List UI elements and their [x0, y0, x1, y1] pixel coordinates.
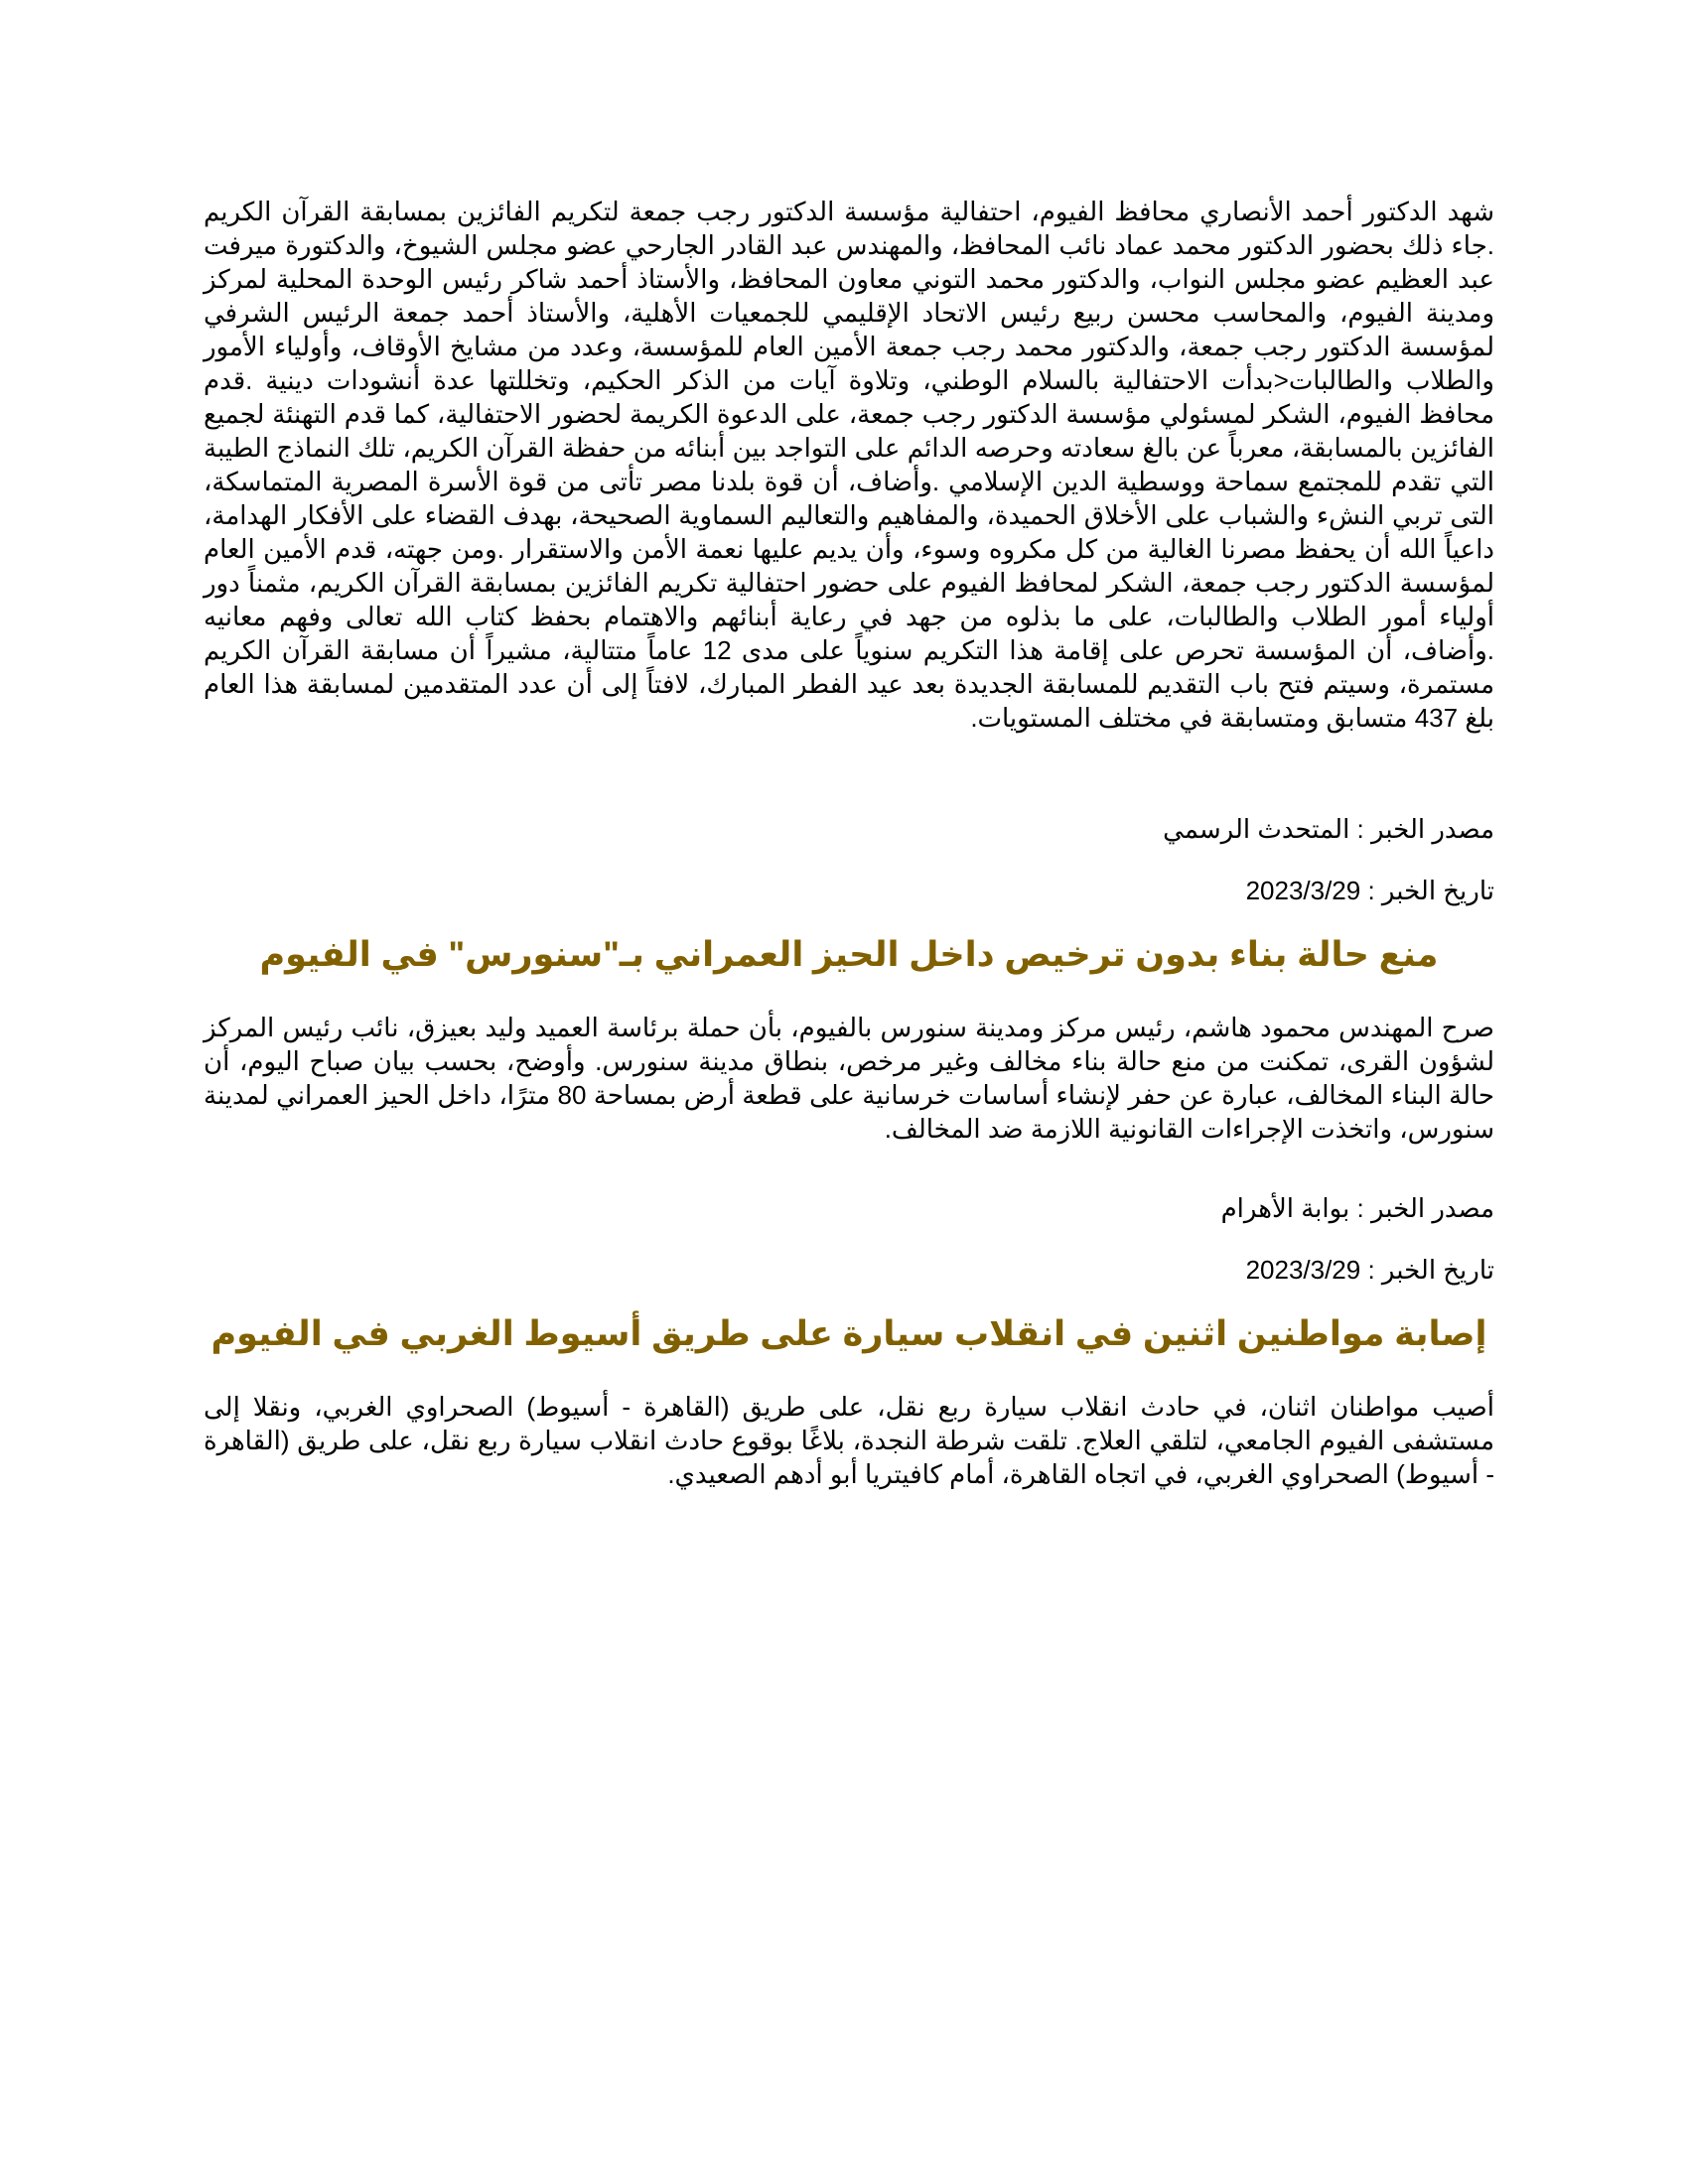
- document-page: [204, 195, 1494, 1491]
- article-sinnuris-building-violation: [204, 933, 1494, 1287]
- article-headline: إصابة مواطنين اثنين في انقلاب سيارة على طريق أسيوط الغربي في الفيوم: [211, 1314, 1487, 1353]
- news-date-line: [204, 874, 1494, 907]
- news-date-label: تاريخ الخبر :: [1367, 1255, 1494, 1285]
- news-source-label: مصدر الخبر :: [1356, 1193, 1494, 1223]
- article-assiut-road-accident: [204, 1312, 1494, 1491]
- article-headline: منع حالة بناء بدون ترخيص داخل الحيز العمراني بـ"سنورس" في الفيوم: [259, 935, 1439, 974]
- article-body: شهد الدكتور أحمد الأنصاري محافظ الفيوم، احتفالية مؤسسة الدكتور رجب جمعة لتكريم الفائزين بمسابقة القرآن الكريم .جاء ذلك بحضور الدكتور محمد عماد نائب المحافظ، والمهندس عبد القادر الجارحي عضو مجلس الشيوخ، والدكتورة ميرفت عبد العظيم عضو مجلس النواب، والدكتور محمد التوني معاون المحافظ، والأستاذ أحمد شاكر رئيس الوحدة المحلية لمركز ومدينة الفيوم، والمحاسب محسن ربيع رئيس الاتحاد الإقليمي للجمعيات الأهلية، والأستاذ أحمد جمعة الرئيس الشرفي لمؤسسة الدكتور رجب جمعة، والدكتور محمد رجب جمعة الأمين العام للمؤسسة، وعدد من مشايخ الأوقاف، وأولياء الأمور والطلاب والطالبات<بدأت الاحتفالية بالسلام الوطني، وتلاوة آيات من الذكر الحكيم، وتخللتها عدة أنشودات دينية .قدم محافظ الفيوم، الشكر لمسئولي مؤسسة الدكتور رجب جمعة، على الدعوة الكريمة لحضور الاحتفالية، كما قدم التهنئة لجميع الفائزين بالمسابقة، معرباً عن بالغ سعادته وحرصه الدائم على التواجد بين أبنائه من حفظة القرآن الكريم، تلك النماذج الطيبة التي تقدم للمجتمع سماحة ووسطية الدين الإسلامي .وأضاف، أن قوة بلدنا مصر تأتى من قوة الأسرة المصرية المتماسكة، التى تربي النشء والشباب على الأخلاق الحميدة، والمفاهيم والتعاليم السماوية الصحيحة، بهدف القضاء على الأفكار الهدامة، داعياً الله أن يحفظ مصرنا الغالية من كل مكروه وسوء، وأن يديم عليها نعمة الأمن والاستقرار .ومن جهته، قدم الأمين العام لمؤسسة الدكتور رجب جمعة، الشكر لمحافظ الفيوم على حضور احتفالية تكريم الفائزين بمسابقة القرآن الكريم، مثمناً دور أولياء أمور الطلاب والطالبات، على ما بذلوه من جهد في رعاية أبنائهم والاهتمام بحفظ كتاب الله تعالى وفهم معانيه .وأضاف، أن المؤسسة تحرص على إقامة هذا التكريم سنوياً على مدى 12 عاماً متتالية، مشيراً أن مسابقة القرآن الكريم مستمرة، وسيتم فتح باب التقديم للمسابقة الجديدة بعد عيد الفطر المبارك، لافتاً إلى أن عدد المتقدمين لمسابقة هذا العام بلغ 437 متسابق ومتسابقة في مختلف المستويات.: [204, 197, 1494, 733]
- article-body: صرح المهندس محمود هاشم، رئيس مركز ومدينة سنورس بالفيوم، بأن حملة برئاسة العميد وليد بعيزق، نائب رئيس المركز لشؤون القرى، تمكنت من منع حالة بناء مخالف وغير مرخص، بنطاق مدينة سنورس. وأوضح، بحسب بيان صباح اليوم، أن حالة البناء المخالف، عبارة عن حفر لإنشاء أساسات خرسانية على قطعة أرض بمساحة 80 مترًا، داخل الحيز العمراني لمدينة سنورس، واتخذت الإجراءات القانونية اللازمة ضد المخالف.: [204, 1013, 1494, 1144]
- news-date-value: 2023/3/29: [1245, 1255, 1361, 1285]
- article-body: أصيب مواطنان اثنان، في حادث انقلاب سيارة ربع نقل، على طريق (القاهرة - أسيوط) الصحراوي الغربي، ونقلا إلى مستشفى الفيوم الجامعي، لتلقي العلاج. تلقت شرطة النجدة، بلاغًا بوقوع حادث انقلاب سيارة ربع نقل، على طريق (القاهرة - أسيوط) الصحراوي الغربي، في اتجاه القاهرة، أمام كافيتريا أبو أدهم الصعيدي.: [204, 1392, 1494, 1489]
- news-source-value: بوابة الأهرام: [1220, 1193, 1350, 1223]
- article-fayoum-quran-competition: [204, 195, 1494, 907]
- news-source-label: مصدر الخبر :: [1356, 814, 1494, 844]
- news-date-label: تاريخ الخبر :: [1367, 876, 1494, 905]
- news-source-value: المتحدث الرسمي: [1163, 814, 1350, 844]
- news-source-line: [204, 1191, 1494, 1225]
- news-date-value: 2023/3/29: [1245, 876, 1361, 905]
- news-source-line: [204, 812, 1494, 846]
- news-date-line: [204, 1253, 1494, 1287]
